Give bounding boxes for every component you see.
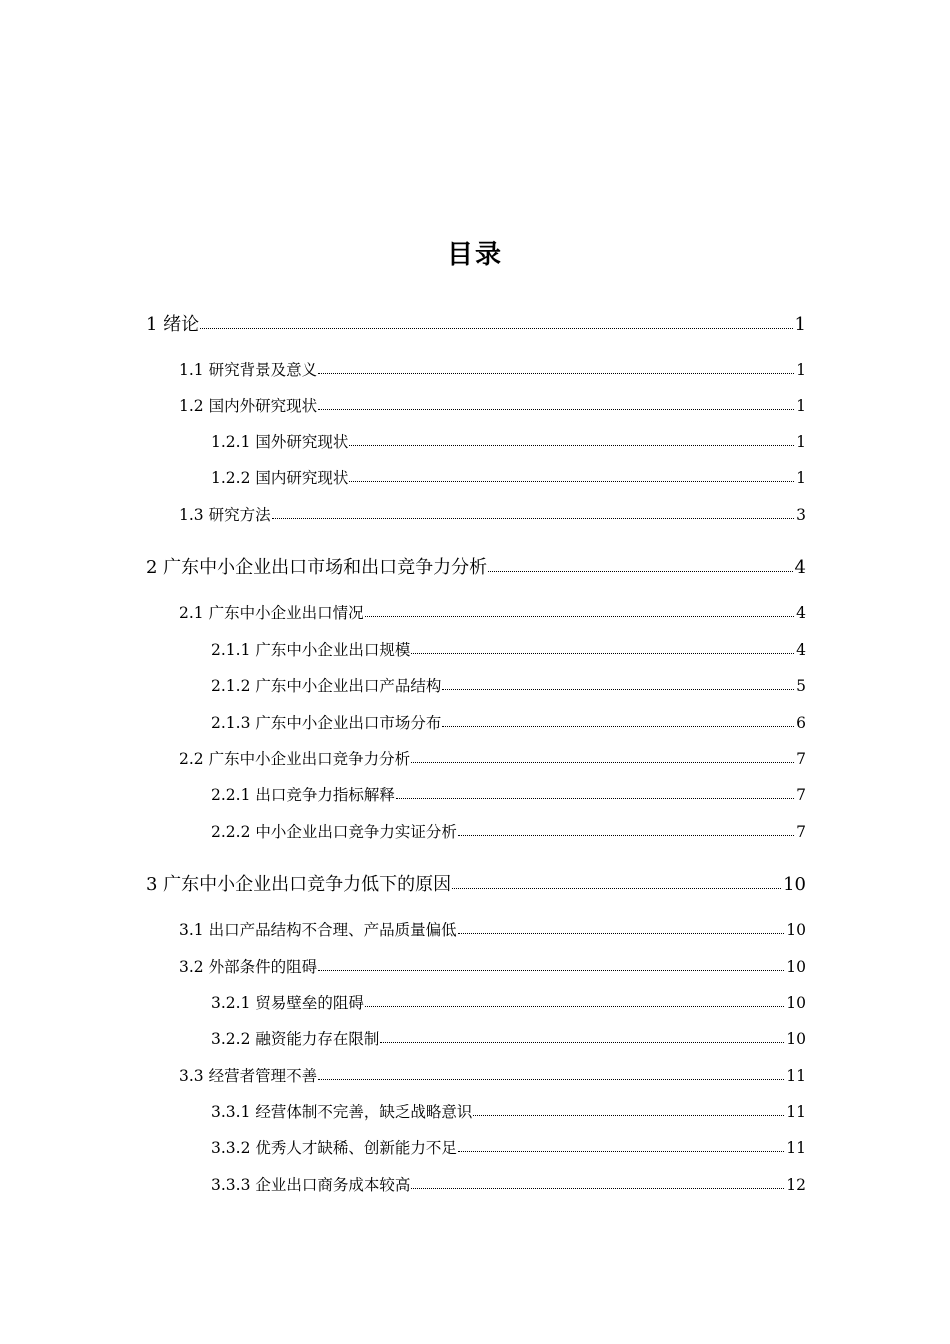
- toc-entry-page-number: 5: [796, 677, 806, 695]
- toc-entry-page-number: 7: [796, 786, 806, 804]
- toc-entry-page-number: 4: [796, 604, 806, 622]
- dot-leader: [365, 615, 795, 617]
- toc-entry[interactable]: [179, 955, 806, 977]
- toc-entry-label: 3.1 出口产品结构不合理、产品质量偏低: [179, 921, 457, 939]
- toc-entry-page-number: 12: [786, 1176, 806, 1194]
- toc-entry[interactable]: [211, 991, 806, 1013]
- toc-entry[interactable]: [146, 870, 806, 896]
- toc-entry[interactable]: [179, 918, 806, 940]
- toc-entry[interactable]: [211, 430, 806, 452]
- toc-entry-label: 2.1 广东中小企业出口情况: [179, 604, 364, 622]
- toc-entry-label: 2.2.2 中小企业出口竞争力实证分析: [211, 823, 457, 841]
- toc-entry-label: 3.2 外部条件的阻碍: [179, 958, 318, 976]
- toc-entry-label: 2.2 广东中小企业出口竞争力分析: [179, 750, 411, 768]
- toc-entry-label: 1.1 研究背景及意义: [179, 361, 318, 379]
- toc-entry-page-number: 7: [796, 823, 806, 841]
- dot-leader: [458, 932, 785, 934]
- dot-leader: [452, 887, 781, 889]
- dot-leader: [318, 408, 794, 410]
- toc-entry-label: 2.1.2 广东中小企业出口产品结构: [211, 677, 442, 695]
- toc-entry-page-number: 4: [796, 641, 806, 659]
- toc-entry-page-number: 7: [796, 750, 806, 768]
- toc-entry[interactable]: [211, 820, 806, 842]
- toc-entry[interactable]: [211, 1136, 806, 1158]
- dot-leader: [349, 480, 794, 482]
- toc-entry[interactable]: [211, 783, 806, 805]
- toc-entry[interactable]: [179, 1064, 806, 1086]
- toc-entry-page-number: 6: [796, 714, 806, 732]
- toc-entry[interactable]: [211, 674, 806, 696]
- toc-entry[interactable]: [179, 358, 806, 380]
- toc-entry-page-number: 11: [786, 1139, 806, 1157]
- toc-entry[interactable]: [179, 601, 806, 623]
- dot-leader: [380, 1041, 784, 1043]
- dot-leader: [318, 1078, 784, 1080]
- toc-entry-page-number: 1: [796, 469, 806, 487]
- toc-entry-label: 3.3.1 经营体制不完善，缺乏战略意识: [211, 1103, 473, 1121]
- toc-entry[interactable]: [146, 553, 806, 579]
- dot-leader: [411, 761, 794, 763]
- toc-entry[interactable]: [211, 466, 806, 488]
- toc-entry-label: 3 广东中小企业出口竞争力低下的原因: [146, 874, 452, 895]
- toc-entry-label: 3.3 经营者管理不善: [179, 1067, 318, 1085]
- dot-leader: [411, 652, 794, 654]
- dot-leader: [349, 444, 794, 446]
- toc-entry-page-number: 11: [786, 1103, 806, 1121]
- dot-leader: [488, 570, 792, 572]
- toc-entry-label: 3.3.2 优秀人才缺稀、创新能力不足: [211, 1139, 457, 1157]
- toc-entry-page-number: 10: [786, 1030, 806, 1048]
- toc-entry-page-number: 10: [783, 874, 806, 895]
- toc-entry-page-number: 1: [796, 397, 806, 415]
- toc-entry-label: 3.2.2 融资能力存在限制: [211, 1030, 380, 1048]
- dot-leader: [458, 1150, 784, 1152]
- dot-leader: [442, 688, 794, 690]
- toc-entry[interactable]: [179, 394, 806, 416]
- toc-entry[interactable]: [211, 1173, 806, 1195]
- dot-leader: [318, 969, 784, 971]
- dot-leader: [473, 1114, 784, 1116]
- toc-entry-label: 2.1.1 广东中小企业出口规模: [211, 641, 411, 659]
- toc-entry-page-number: 10: [786, 921, 806, 939]
- toc-entry-label: 1.2.1 国外研究现状: [211, 433, 349, 451]
- toc-entry-label: 1.2.2 国内研究现状: [211, 469, 349, 487]
- toc-entry-label: 3.2.1 贸易壁垒的阻碍: [211, 994, 364, 1012]
- toc-entry[interactable]: [211, 1027, 806, 1049]
- toc-entry-page-number: 1: [796, 433, 806, 451]
- toc-entry-page-number: 11: [786, 1067, 806, 1085]
- toc-entry[interactable]: [211, 711, 806, 733]
- toc-entry[interactable]: [211, 1100, 806, 1122]
- toc-entry-page-number: 3: [796, 506, 806, 524]
- dot-leader: [411, 1187, 784, 1189]
- dot-leader: [272, 517, 795, 519]
- toc-entry[interactable]: [179, 747, 806, 769]
- toc-entry[interactable]: [211, 638, 806, 660]
- toc-entry-page-number: 4: [794, 557, 806, 578]
- toc-entry[interactable]: [146, 310, 806, 336]
- toc-entry-label: 1.2 国内外研究现状: [179, 397, 318, 415]
- toc-entry[interactable]: [179, 503, 806, 525]
- dot-leader: [318, 372, 794, 374]
- toc-entry-page-number: 10: [786, 994, 806, 1012]
- toc-entry-label: 2.1.3 广东中小企业出口市场分布: [211, 714, 442, 732]
- dot-leader: [200, 327, 792, 329]
- dot-leader: [365, 1005, 784, 1007]
- toc-entry-page-number: 1: [794, 314, 806, 335]
- toc-entry-label: 1.3 研究方法: [179, 506, 271, 524]
- dot-leader: [458, 834, 794, 836]
- toc-entry-label: 2.2.1 出口竞争力指标解释: [211, 786, 395, 804]
- toc-entry-page-number: 1: [796, 361, 806, 379]
- toc-entry-label: 3.3.3 企业出口商务成本较高: [211, 1176, 411, 1194]
- dot-leader: [442, 725, 794, 727]
- page-title: 目录: [446, 240, 503, 270]
- dot-leader: [396, 797, 794, 799]
- toc-entry-page-number: 10: [786, 958, 806, 976]
- toc-entry-label: 1 绪论: [146, 314, 200, 335]
- toc-entry-label: 2 广东中小企业出口市场和出口竞争力分析: [146, 557, 488, 578]
